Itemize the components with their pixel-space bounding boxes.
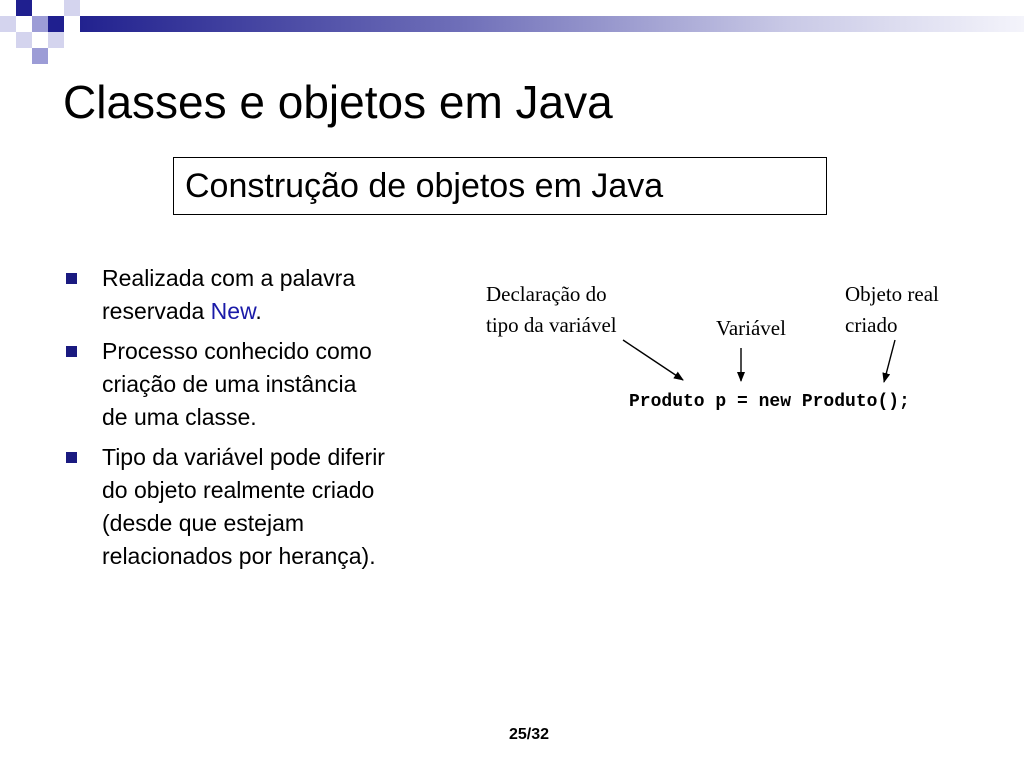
label-objeto-line1: Objeto real (845, 282, 939, 306)
arrow-declaracao (623, 340, 683, 380)
subtitle-text: Construção de objetos em Java (185, 167, 664, 205)
arrow-objeto (884, 340, 895, 382)
bullet-text-fragment: reservada (102, 298, 211, 324)
code-statement: Produto p = new Produto(); (629, 392, 910, 412)
bullet-text-fragment: . (255, 298, 262, 324)
label-declaracao-line1: Declaração do (486, 282, 607, 306)
bullet-line: (desde que estejam (102, 510, 305, 536)
bullet-line: Tipo da variável pode diferir (102, 444, 385, 470)
bullet-line: do objeto realmente criado (102, 477, 375, 503)
slide-title: Classes e objetos em Java (63, 76, 613, 128)
label-variavel: Variável (716, 316, 786, 340)
bullet-line: criação de uma instância (102, 371, 357, 397)
bullet-line: Realizada com a palavra (102, 265, 356, 291)
keyword-new: New (210, 298, 256, 324)
label-declaracao-line2: tipo da variável (486, 313, 617, 337)
bullet-line: de uma classe. (102, 404, 257, 430)
bullet-line: relacionados por herança). (102, 543, 376, 569)
page-number: 25/32 (508, 726, 550, 743)
label-objeto-line2: criado (845, 313, 898, 337)
bullet-line: Processo conhecido como (102, 338, 372, 364)
